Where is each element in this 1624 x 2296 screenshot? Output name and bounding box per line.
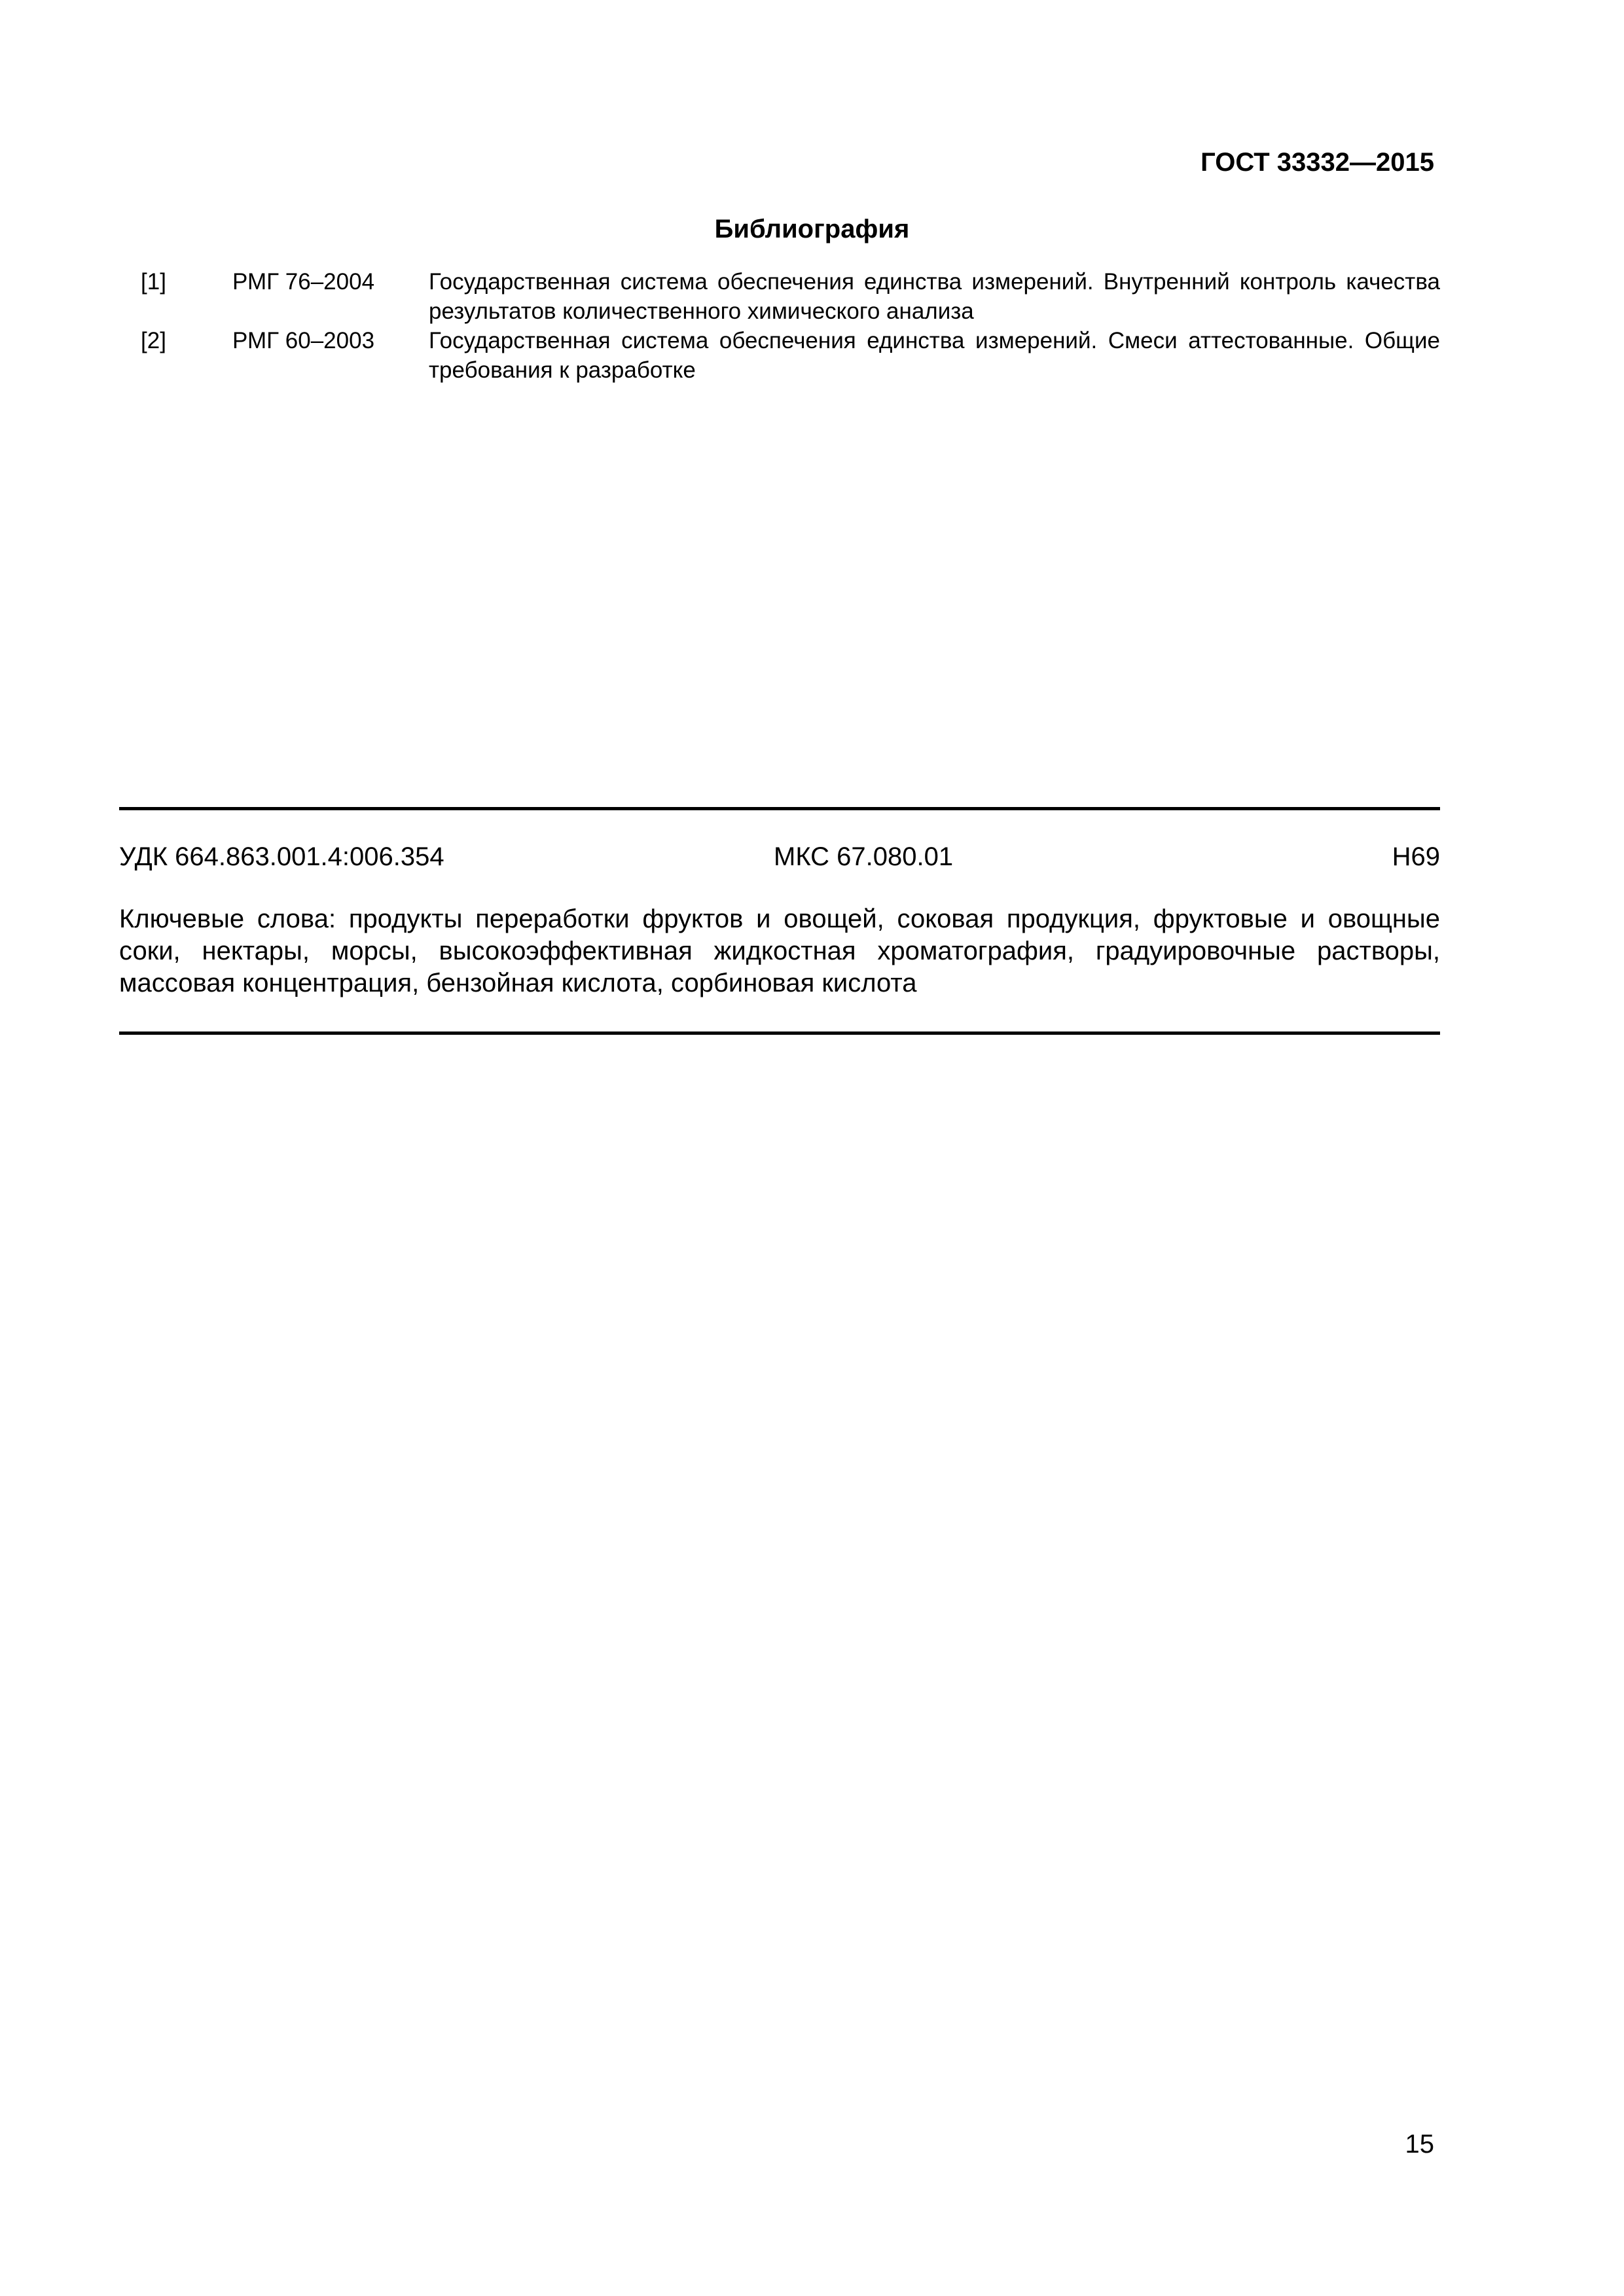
divider-bottom: [119, 1031, 1440, 1035]
bibliography-entry-number: [1]: [141, 269, 166, 295]
okc-code: Н69: [1392, 842, 1440, 871]
bibliography-entry-code: РМГ 76–2004: [232, 269, 375, 295]
bibliography-entry-text: Государственная система обеспечения единства измерений. Внутренний контроль качества результатов количественного химического анализа: [429, 269, 1440, 324]
udk-code: УДК 664.863.001.4:006.354: [119, 842, 444, 871]
bibliography-entry: [141, 267, 1440, 326]
mks-code: МКС 67.080.01: [774, 842, 954, 871]
divider-top: [119, 807, 1440, 810]
bibliography-list: [141, 267, 1440, 385]
keywords-text: Ключевые слова: продукты переработки фруктов и овощей, соковая продукция, фруктовые и овощные соки, нектары, морсы, высокоэффективная жидкостная хроматография, градуировочные растворы, массовая концентрация, бензойная кислота, сорбиновая кислота: [119, 905, 1440, 997]
page-number: 15: [1405, 2130, 1434, 2159]
document-header-id: ГОСТ 33332—2015: [1200, 148, 1434, 177]
bibliography-entry: [141, 326, 1440, 385]
bibliography-entry-text: Государственная система обеспечения единства измерений. Смеси аттестованные. Общие требования к разработке: [429, 328, 1440, 383]
bibliography-entry-code: РМГ 60–2003: [232, 328, 375, 353]
bibliography-title: Библиография: [714, 215, 910, 243]
bibliography-entry-number: [2]: [141, 328, 166, 353]
